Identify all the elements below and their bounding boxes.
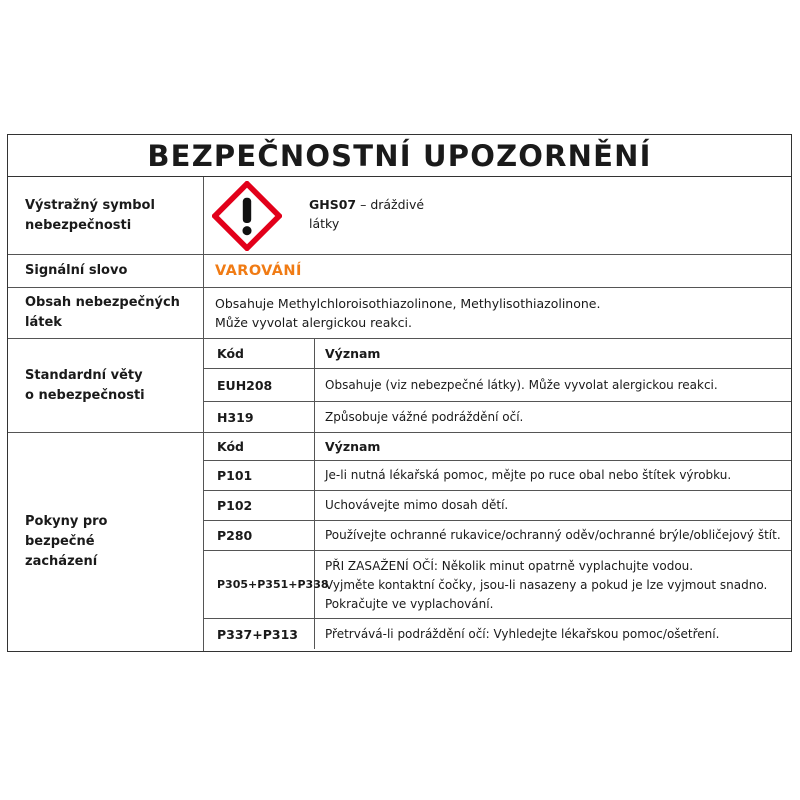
label-hazard-symbol-line2: nebezpečnosti [25, 217, 132, 233]
table-row [204, 369, 791, 402]
label-hazard-statements-line2: o nebezpečnosti [25, 387, 145, 403]
precaution-meaning: Přetrvává-li podráždění očí: Vyhledejte lékařskou pomoc/ošetření. [325, 626, 720, 641]
precaution-meaning [315, 551, 791, 618]
table-header-row [204, 433, 791, 461]
header-meaning: Význam [325, 439, 381, 454]
precaution-meaning: Uchovávejte mimo dosah dětí. [325, 498, 509, 512]
hazard-statements-table [204, 339, 791, 432]
precaution-meaning-line3: Pokračujte ve vyplachování. [325, 597, 494, 611]
label-signal-word [8, 255, 204, 287]
hazardous-content-line1: Obsahuje Methylchloroisothiazolinone, Methylisothiazolinone. [215, 296, 601, 311]
signal-word: VAROVÁNÍ [215, 262, 302, 279]
precaution-meaning-line2: Vyjměte kontaktní čočky, jsou-li nasazeny a pokud je lze vyjmout snadno. [325, 578, 768, 592]
precaution-meaning: Je-li nutná lékařská pomoc, mějte po ruce obal nebo štítek výrobku. [325, 468, 732, 482]
precaution-code: P101 [204, 461, 315, 490]
row-precautionary [8, 433, 791, 651]
label-hazard-symbol-line1: Výstražný symbol [25, 197, 155, 213]
label-precautionary-line2: bezpečné [25, 534, 95, 549]
table-row [204, 402, 791, 433]
table-row [204, 461, 791, 491]
header-meaning: Význam [325, 346, 381, 361]
value-hazard-symbol [204, 177, 791, 254]
table-row [204, 521, 791, 551]
ghs-code: GHS07 [309, 196, 357, 212]
label-hazardous-content-text: Obsah nebezpečných látek [25, 295, 180, 330]
precaution-code: P305+P351+P338 [204, 551, 315, 618]
value-signal-word [204, 255, 791, 287]
precaution-code: P337+P313 [204, 619, 315, 649]
label-precautionary-line1: Pokyny pro [25, 514, 108, 529]
row-hazard-statements [8, 339, 791, 433]
table-header-row [204, 339, 791, 369]
exclamation-mark-diamond-icon [212, 181, 282, 251]
table-title: BEZPEČNOSTNÍ UPOZORNĚNÍ [8, 135, 791, 177]
label-hazardous-content [8, 288, 204, 338]
value-hazardous-content [204, 288, 791, 338]
statement-meaning: Obsahuje (viz nebezpečné látky). Může vyvolat alergickou reakci. [325, 377, 718, 392]
statement-code: EUH208 [204, 369, 315, 401]
table-row [204, 619, 791, 649]
ghs-desc-line1: – dráždivé [356, 196, 425, 212]
statement-meaning: Způsobuje vážné podráždění očí. [325, 410, 524, 424]
table-row [204, 551, 791, 619]
table-row [204, 491, 791, 521]
precaution-code: P280 [204, 521, 315, 550]
safety-warning-table [7, 134, 792, 652]
label-precautionary [8, 433, 204, 651]
row-hazard-symbol [8, 177, 791, 255]
label-hazard-statements [8, 339, 204, 432]
label-precautionary-line3: zacházení [25, 554, 98, 569]
precaution-meaning-line1: PŘI ZASAŽENÍ OČÍ: Několik minut opatrně vyplachujte vodou. [325, 559, 694, 573]
ghs-desc-line2: látky [309, 215, 340, 231]
label-hazard-statements-line1: Standardní věty [25, 367, 143, 383]
statement-code: H319 [204, 402, 315, 433]
precautionary-table [204, 433, 791, 651]
precaution-code: P102 [204, 491, 315, 520]
header-code: Kód [204, 433, 315, 460]
hazardous-content-line2: Může vyvolat alergickou reakci. [215, 315, 412, 330]
label-signal-word-text: Signální slovo [25, 263, 128, 278]
row-signal-word [8, 255, 791, 288]
label-hazard-symbol [8, 177, 204, 254]
header-code: Kód [204, 339, 315, 368]
row-hazardous-content [8, 288, 791, 339]
precaution-meaning: Používejte ochranné rukavice/ochranný oděv/ochranné brýle/obličejový štít. [325, 528, 781, 542]
